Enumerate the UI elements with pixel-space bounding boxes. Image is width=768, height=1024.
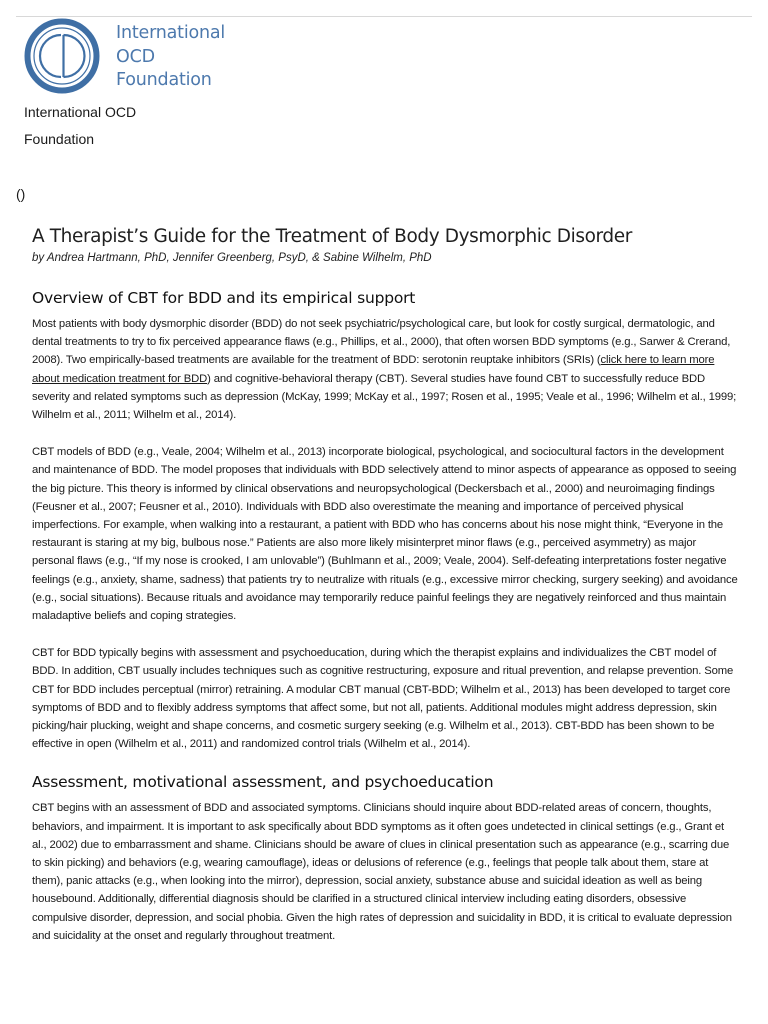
overview-p1-text-before: Most patients with body dysmorphic disorder (BDD) do not seek psychiatric/psychological care, but look for costly surgical, dermatologic, and dental treatments to try to fix perceived appearance flaws (e.g., Phillips, et al., 2000), that often worsen BDD symptoms (e.g., Sarwer & Crerand, 2008). Two empirically-based treatments are available for the treatment of BDD: serotonin reuptake inhibitors (SRIs) (: [32, 318, 731, 367]
article: [32, 224, 738, 945]
site-logo[interactable]: [22, 18, 226, 96]
overview-paragraph-1: [32, 315, 738, 424]
logo-line-2: OCD: [116, 46, 155, 67]
org-name: International OCD Foundation: [24, 104, 137, 147]
top-divider: [16, 16, 752, 17]
logo-line-3: Foundation: [116, 70, 212, 90]
section-heading-overview: Overview of CBT for BDD and its empirical support: [32, 289, 416, 307]
article-byline: by Andrea Hartmann, PhD, Jennifer Greenberg, PsyD, & Sabine Wilhelm, PhD: [32, 252, 432, 264]
overview-paragraph-3: CBT for BDD typically begins with assessment and psychoeducation, during which the therapist explains and individualizes the CBT model of BDD. In addition, CBT usually includes techniques such as cognitive restructuring, exposure and ritual prevention, and relapse prevention. Some CBT for BDD includes perceptual (mirror) retraining. A modular CBT manual (CBT-BDD; Wilhelm et al., 2013) has been developed to target core symptoms of BDD and to flexibly address symptoms that affect some, but not all, patients. Additional modules might address depression, skin picking/hair plucking, weight and shape concerns, and cosmetic surgery seeking (e.g. Wilhelm et al., 2013). CBT-BDD has been shown to be effective in open (Wilhelm et al., 2011) and randomized control trials (Wilhelm et al., 2014).: [32, 647, 734, 751]
logo-wordmark: [116, 22, 225, 93]
overview-p1-text-after: ) and cognitive-behavioral therapy (CBT). Several studies have found CBT to successfully reduce BDD severity and related symptoms such as depression (McKay, 1999; McKay et al., 1997; Rosen et al., 1995; Veale et al., 1996; Wilhelm et al., 1999; Wilhelm et al., 2011; Wilhelm et al., 2014).: [32, 372, 737, 422]
article-title: A Therapist’s Guide for the Treatment of Body Dysmorphic Disorder: [32, 226, 632, 247]
medication-treatment-link[interactable]: click here to learn more about medication treatment for BDD: [32, 354, 715, 385]
overview-paragraph-2: CBT models of BDD (e.g., Veale, 2004; Wilhelm et al., 2013) incorporate biological, psychological, and sociocultural factors in the development and maintenance of BDD. The model proposes that individuals with BDD selectively attend to minor aspects of appearance as opposed to seeing the big picture. This theory is informed by clinical observations and neuropsychological (Deckersbach et al., 2000) and neuroimaging findings (Feusner et al., 2007; Feusner et al., 2010). Individuals with BDD also overestimate the meaning and importance of perceived physical imperfections. For example, when walking into a restaurant, a patient with BDD who has concerns about his nose might think, “Everyone in the restaurant is staring at my big, bulbous nose.” Patients are also more likely misinterpret minor flaws (e.g., perceived asymmetry) as major personal flaws (e.g., “If my nose is crooked, I am unlovable”) (Buhlmann et al., 2009; Veale, 2004). Self-defeating interpretations foster negative feelings (e.g., anxiety, shame, sadness) that patients try to neutralize with rituals (e.g., excessive mirror checking, surgery seeking) and avoidance (e.g., social situations). Because rituals and avoidance may temporarily reduce painful feelings they are negatively reinforced and thus maintain maladaptive beliefs and coping strategies.: [32, 446, 738, 623]
assessment-paragraph-1: CBT begins with an assessment of BDD and associated symptoms. Clinicians should inquire about BDD-related areas of concern, thoughts, behaviors, and impairment. It is important to ask specifically about BDD symptoms as it often goes undetected in clinical settings (e.g., Grant et al., 2002) due to embarrassment and shame. Clinicians should be aware of clues in clinical presentation such as appearance (e.g., scarring due to skin picking) and behaviors (e.g, wearing camouflage), ideas or delusions of reference (e.g., feelings that people talk about them, stare at them), panic attacks (e.g., when looking into the mirror), depression, social anxiety, substance abuse and suicidal ideation as well as being housebound. Additionally, differential diagnosis should be clarified in a structured clinical interview including eating disorders, obsessive compulsive disorder, depression, and social phobia. Given the high rates of depression and suicidality in BDD, it is critical to evaluate depression and suicidality at the onset and regularly throughout treatment.: [32, 802, 732, 942]
empty-parens: (): [16, 186, 26, 202]
logo-line-1: International: [116, 23, 226, 43]
cd-circle-logo-icon: [22, 18, 104, 96]
section-heading-assessment: Assessment, motivational assessment, and psychoeducation: [32, 773, 494, 792]
